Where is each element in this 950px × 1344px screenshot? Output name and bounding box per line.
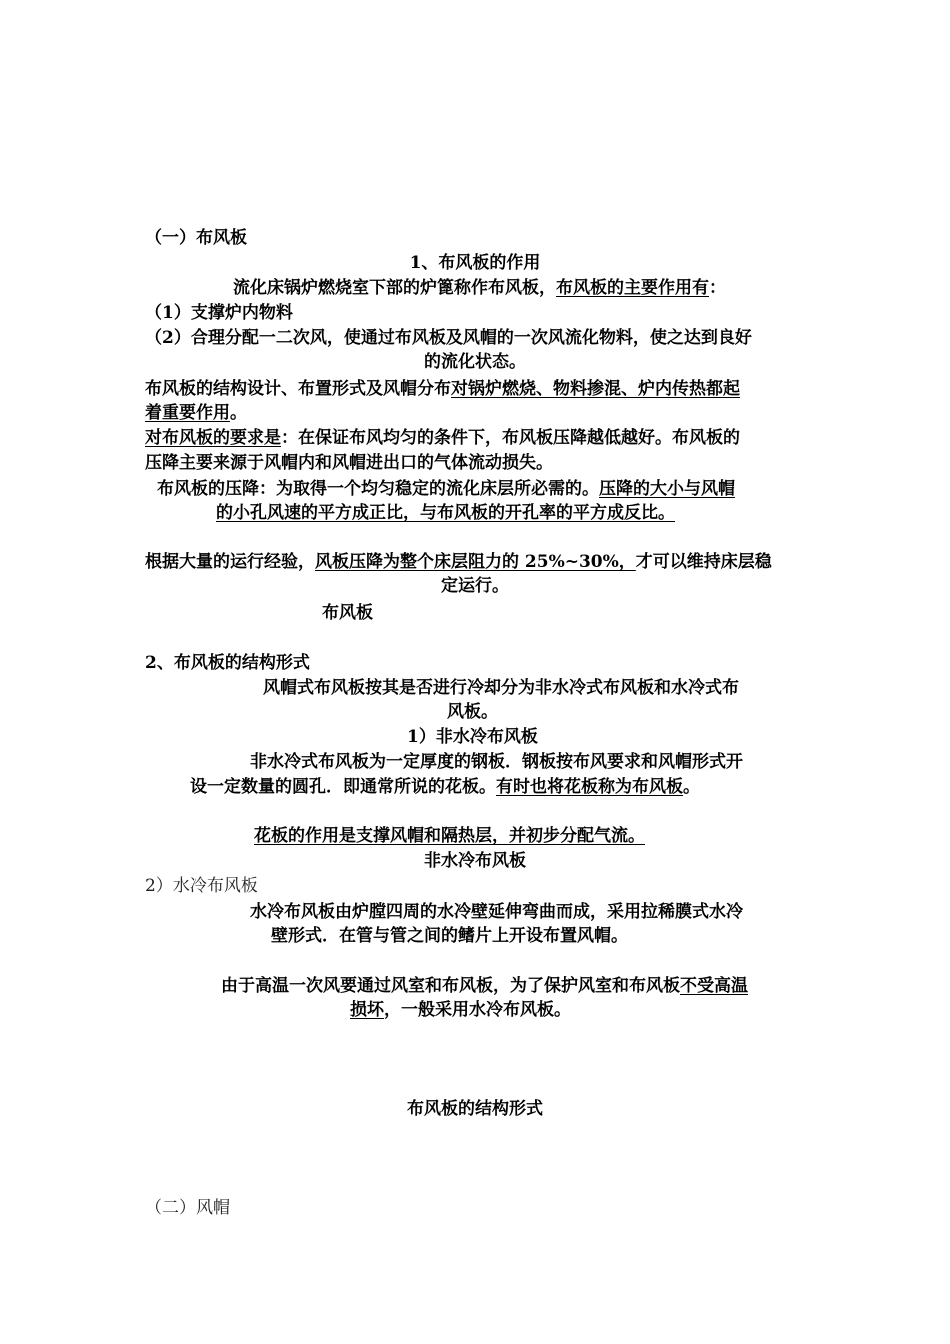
- pressure-underlined-2: 的小孔风速的平方成正比，与布风板的开孔率的平方成反比。: [216, 503, 675, 523]
- figure-caption-distributor: 布风板: [322, 603, 373, 623]
- paragraph-structure-line2: [145, 401, 247, 425]
- pressure-underlined: 压降的大小与风帽: [599, 479, 735, 499]
- non-water-underlined: 有时也将花板称为布风板: [496, 777, 683, 797]
- paragraph-hightemp-line1: [221, 974, 748, 998]
- structure-underlined: 对锅炉燃烧、物料掺混、炉内传热都起: [451, 379, 740, 399]
- intro-text: 流化床锅炉燃烧室下部的炉篦称作布风板，: [233, 278, 556, 298]
- structure-underlined-2: 着重要作用: [145, 403, 230, 423]
- experience-text: 根据大量的运行经验，: [145, 552, 315, 572]
- non-water-period: 。: [683, 777, 700, 797]
- hightemp-underlined: 不受高温: [680, 976, 748, 996]
- experience-underlined: 风板压降为整个床层阻力的 25%~30%，: [315, 552, 636, 572]
- paragraph-pressure-line1: [157, 477, 735, 501]
- paragraph-non-water-line1: 非水冷式布风板为一定厚度的钢板．钢板按布风要求和风帽形式开: [250, 752, 743, 772]
- subheading-non-water-cooled: 1）非水冷布风板: [407, 727, 538, 747]
- hightemp-text: 由于高温一次风要通过风室和布风板，为了保护风室和布风板: [221, 976, 680, 996]
- paragraph-experience-line2: 定运行。: [441, 576, 509, 596]
- paragraph-requirement-line1: [145, 426, 740, 450]
- paragraph-flower-plate: [254, 824, 645, 848]
- paragraph-water-line1: 水冷布风板由炉膛四周的水冷壁延伸弯曲而成，采用拉稀膜式水冷: [250, 902, 743, 922]
- figure-caption-structure: 布风板的结构形式: [407, 1099, 543, 1119]
- paragraph-hightemp-line2: [350, 998, 571, 1022]
- paragraph-structure-line1: [145, 377, 740, 401]
- list-item-1: （1）支撑炉内物料: [145, 303, 293, 323]
- subheading-water-cooled: 2）水冷布风板: [145, 876, 258, 896]
- paragraph-water-line2: 壁形式．在管与管之间的鳍片上开设布置风帽。: [271, 926, 628, 946]
- intro-colon: ：: [709, 278, 726, 298]
- list-item-2-line1: （2）合理分配一二次风，使通过布风板及风帽的一次风流化物料，使之达到良好: [145, 328, 752, 348]
- subheading-role: 1、布风板的作用: [409, 253, 541, 273]
- requirement-text: ：在保证布风均匀的条件下，布风板压降越低越好。布风板的: [281, 428, 740, 448]
- paragraph-non-water-line2: [190, 775, 700, 799]
- intro-underlined: 布风板的主要作用有: [556, 278, 709, 298]
- subheading-form: 2、布风板的结构形式: [145, 653, 310, 673]
- structure-period: 。: [230, 403, 247, 423]
- requirement-underlined: 对布风板的要求是: [145, 428, 281, 448]
- paragraph-experience-line1: [145, 550, 772, 574]
- experience-text-2: 才可以维持床层稳: [635, 552, 772, 572]
- figure-caption-non-water: 非水冷布风板: [424, 851, 526, 871]
- paragraph-requirement-line2: 压降主要来源于风帽内和风帽进出口的气体流动损失。: [145, 453, 553, 473]
- list-item-2-line2: 的流化状态。: [424, 352, 526, 372]
- section-heading-distributor: （一）布风板: [145, 228, 247, 248]
- non-water-text: 设一定数量的圆孔．即通常所说的花板。: [190, 777, 496, 797]
- section-heading-air-cap: （二）风帽: [145, 1198, 230, 1218]
- pressure-text: 布风板的压降：为取得一个均匀稳定的流化床层所必需的。: [157, 479, 599, 499]
- paragraph-form-line2: 风板。: [447, 702, 498, 722]
- hightemp-underlined-2: 损坏: [350, 1000, 384, 1020]
- hightemp-text-2: ，一般采用水冷布风板。: [384, 1000, 571, 1020]
- structure-text: 布风板的结构设计、布置形式及风帽分布: [145, 379, 451, 399]
- flower-plate-underlined: 花板的作用是支撑风帽和隔热层，并初步分配气流。: [254, 826, 645, 846]
- paragraph-pressure-line2: [216, 501, 675, 525]
- paragraph-intro: [233, 276, 726, 300]
- paragraph-form-line1: 风帽式布风板按其是否进行冷却分为非水冷式布风板和水冷式布: [263, 678, 739, 698]
